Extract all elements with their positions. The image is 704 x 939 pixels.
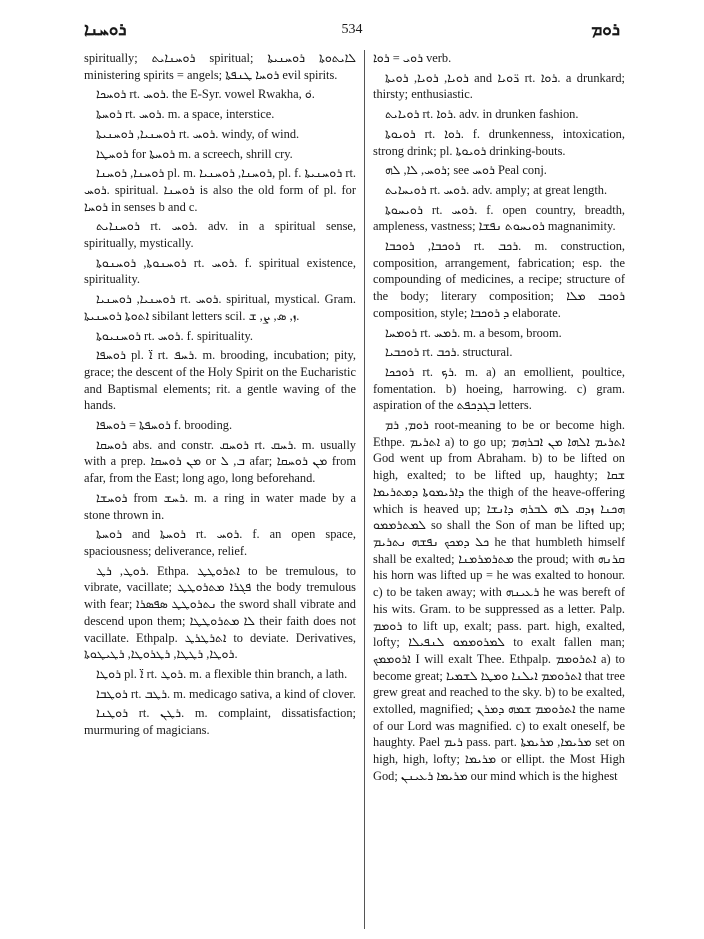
- dictionary-entry: ܪܘܚܢܝܐ, ܪܘܚܢܝܐ rt. ܪܘܚ. spiritual, mystical. Gram. ܐܬܘܬܐ ܪܘܚܢܝܬܐ sibilant letters scil. ܙ, ܣ, ܨ, ܫ.: [84, 292, 356, 323]
- dictionary-entry: ܪܘܛ, ܪܛ. Ethpa. ܐܬܪܘܛܛ to be tremulous, to vibrate, vacillate; ܦܓܪܐ ܡܬܪܘܛܛ the body tremulous with fear; ܢܬܪܘܛܛ ܣܦܣܪܐ the sword shall vibrate and descend upon them; ܠܐ ܡܬܪܘܛܛܐ their faith does not vacillate. Ethpalp. ܐܬܪܛܪܛ to deviate. Derivatives, ܪܘܛܐ, ܪܛܛܐ, ܪܛܪܘܛܐ, ܪܛܝܛܘܬܐ.: [84, 563, 356, 662]
- dictionary-entry: ܪܘܝܘܬܐ rt. ܪܘܐ. f. drunkenness, intoxication, strong drink; pl. ܪܘܝܘܬܐ drinking-bouts.: [373, 126, 625, 158]
- dictionary-entry: ܪܘܚܢܐܝܬ rt. ܪܘܚ. adv. in a spiritual sense, spiritually, mystically.: [84, 219, 356, 251]
- page-number: 534: [341, 22, 363, 37]
- page-header: [84, 18, 620, 42]
- dictionary-entry: ܪܘܝܚܘܬܐ rt. ܪܘܚ. f. open country, breadth, ampleness, vastness; ܪܘܝܚܘܬ ܢܦܫܐ magnanimity.: [373, 202, 625, 234]
- dictionary-entry: ܪܘܚܟܐ rt. ܪܘܚ. the E-Syr. vowel Rwakha, ܘ݁.: [96, 87, 315, 102]
- dictionary-entry: ܪܘܚܬܐ and ܪܘܚܬܐ rt. ܪܘܚ. f. an open space, spaciousness; deliverance, relief.: [84, 527, 356, 558]
- dictionary-entry: ܪܘܚܩܐ abs. and constr. ܪܘܚܩ rt. ܪܚܩ. m. usually with a prep. ܡܢ ܪܘܚܩܐ or ܒ, ܠ afar; ܡܢ ܪܘܚܩܐ from afar, from the East; long ago, long beforehand.: [84, 437, 356, 486]
- header-guide-word-right: ܪܘܡ: [591, 20, 620, 40]
- dictionary-entry: ܪܘܚܢܐ, ܪܘܚܢܐ pl. m. ܪܘܚܢܐ, ܪܘܚܢܝܐ, pl. f. ܪܘܚܢܝܬܐ rt. ܪܘܚ. spiritual. ܪܘܚܢܐ is also the old form of pl. for ܪܘܚܐ in senses b and c.: [84, 166, 356, 214]
- dictionary-entry: ܪܘܟܟܐ rt. ܪܟ. m. a) an emollient, poultice, fomentation. b) hoeing, harrowing. c) gram. aspiration of the ܒܓܕܟܦܬ letters.: [373, 364, 625, 413]
- dictionary-entry: ܪܘܚܫܐ from ܪܚܫ. m. a ring in water made by a stone thrown in.: [84, 490, 356, 522]
- dictionary-entry: ܪܘܚܦܐ pl. ܐ̈ rt. ܪܚܦ. m. brooding, incubation; pity, grace; the descent of the Holy Spirit on the Eucharistic and Baptismal elements; rit. a gentle waving of the hands.: [84, 348, 356, 413]
- dictionary-entry: ܪܘܚܢܘܬܐ, ܪܘܚܢܘܬܐ rt. ܪܘܚ. f. spiritual existence, spirituality.: [84, 255, 356, 287]
- dictionary-entry: spiritually; ܪܘܚܢܐܝܬ spiritual; ܠܐܝܬܘܬܐ ܪܘܚܢܝܬܐ ministering spirits = angels; ܪܘܚܐ ܛܢܦܬܐ evil spirits.: [84, 51, 356, 82]
- dictionary-entry: ܪܘܟܒܝܐ rt. ܪܟܒ. structural.: [385, 345, 513, 360]
- dictionary-entry: ܪܘܝܐ, ܪܘܝܐ, ܪܘܝܬܐ and ܪ̈ܘܝܐ rt. ܪܘܐ. a drunkard; thirsty; enthusiastic.: [373, 70, 625, 102]
- dictionary-entry: ܪܘܟܒܐ, ܪܘܟܒܐ rt. ܪܟܒ. m. construction, composition, arrangement, fabrication; esp. the compounding of medicines, a recipe; structure of the body; literary composition; ܪܘܟܒ ܡܠܐ composition, style; ܕ ܪܘܟܒܐ elaborate.: [373, 239, 625, 320]
- dictionary-entry: ܪܘܚܢܝܘܬܐ rt. ܪܘܚ. f. spirituality.: [96, 328, 253, 343]
- dictionary-entry: ܪܘܛܒܐ rt. ܪܛܒ. m. medicago sativa, a kind of clover.: [96, 686, 356, 701]
- dictionary-entry: ܪܘܚܢܝܐ, ܪܘܚܢܝܬܐ rt. ܪܘܚ. windy, of wind.: [96, 126, 300, 141]
- dictionary-entry: ܪܘܝܚܐܝܬ rt. ܪܘܚ. adv. amply; at great length.: [385, 182, 608, 197]
- dictionary-entry: ܪܘܝ = ܪܘܐ verb.: [373, 51, 452, 65]
- dictionary-entry: ܪܘܚܦܬܐ = ܪܘܚܦܐ f. brooding.: [96, 418, 233, 433]
- left-column: [84, 50, 356, 929]
- dictionary-entry: ܪܘܛܢܐ rt. ܪܛܢ. m. complaint, dissatisfaction; murmuring of magicians.: [84, 706, 356, 738]
- dictionary-entry: ܪܘܛܐ pl. ܐ̈ rt. ܪܘܛ. m. a flexible thin branch, a lath.: [96, 666, 348, 681]
- dictionary-entry: ܪܘܚ, ܠܐ, ܠܗ; see ܪܘܚ Peal conj.: [385, 163, 547, 178]
- dictionary-entry: ܪܘܡ, ܪܡ root-meaning to be or become high. Ethpe. ܐܬܪܝܡ a) to go up; ܐܬܪܝܡ ܐܠܗܐ ܡܢ ܐܒܪܗܡ God went up from Abraham. b) to be lifted on high, exalted; to be lifted up, haughty; ܫܩܐ ܕܐܪܝܡܘܬܐ ܕܡܬܪܝܡܐ the thigh of the heave-offering which is heaved up; ܗܟܢܐ ܙܕܩ ܠܗ ܠܒܪܗ ܕܐܢܫܐ ܠܡܬܪܡܡܘ so shall the Son of man be lifted up; ܟܠ ܕܡܟܟ ܢܦܫܗ ܢܬܪܝܡ he that humbleth himself shall be exalted; ܡܬܪܡܪܡܢܐ the proud; with ܩܪܢܗ his horn was lifted up = he was exalted to honour. c) to be taken away; with ܪܥܝܢܗ he was bereft of his wits. Gram. to be suppressed as a letter. Palp. ܪܘܡܡ to lift up, exalt; pass. part. high, exalted, lofty; ܠܡܪܘܡܡܘ ܠܢܦܝܠܐ to exalt fallen man; ܐܪܘܡܡܟ I will exalt Thee. Ethpalp. ܐܬܪܘܡܡ a) to become great; ܐܬܪܘܡܡ ܐܝܠܢܐ ܘܡܛܐ ܠܫܡܝܐ that tree grew great and reached to the sky. b) to be exalted, extolled, magnified; ܐܬܪܘܡܡ ܫܡܗ ܕܡܪܢ the name of our Lord was magnified. c) to exalt oneself, be haughty. Pael ܪܝܡ pass. part. ܡܪܝܡܐ, ܡܪܝܡܬܐ set on high, high, lofty; ܡܪܝܡܐ or ellipt. the Most High God; ܡܪܝܡܐ ܪܥܝܢܢ our mind which is the highest: [373, 418, 625, 783]
- dictionary-entry: ܪܘܚܬܐ rt. ܪܘܚ. m. a space, interstice.: [96, 107, 275, 122]
- right-column: [373, 50, 625, 929]
- dictionary-entry: ܪܘܚܛܐ for ܪܘܚܬܐ m. a screech, shrill cry.: [96, 146, 293, 161]
- dictionary-entry: ܪܘܝܐܝܬ rt. ܪܘܐ. adv. in drunken fashion.: [385, 107, 579, 122]
- column-divider: [364, 50, 365, 929]
- dictionary-entry: ܪܘܡܚܐ rt. ܪܡܚ. m. a besom, broom.: [385, 325, 562, 340]
- header-guide-word-left: ܪܘܚܢܐ: [84, 20, 127, 40]
